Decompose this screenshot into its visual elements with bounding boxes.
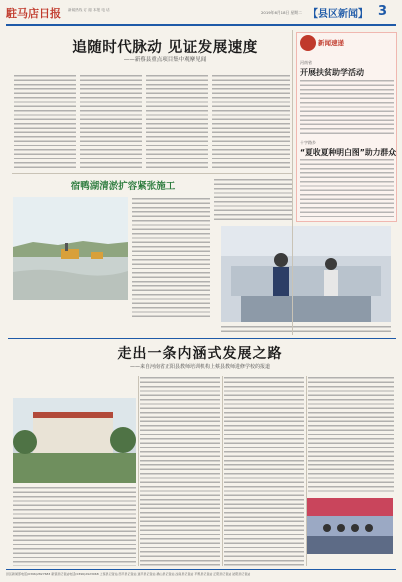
- article3-headline: 走出一条内涵式发展之路: [117, 346, 283, 362]
- police-photo-drawing: [221, 226, 391, 322]
- body-text-block: [14, 74, 76, 170]
- column-rule: [292, 30, 293, 335]
- article3-subhead: ——来自河南省正阳县教师培训机构上蔡县教师进修学校的报道: [129, 364, 270, 370]
- news-badge-icon: [300, 35, 316, 51]
- brief1-title: 开展扶贫助学活动: [300, 68, 364, 77]
- body-text-block: [80, 74, 142, 170]
- lake-dredging-photo: [13, 197, 128, 300]
- school-photo-drawing: [13, 398, 136, 483]
- section-name: 【县区新闻】: [308, 9, 368, 20]
- page-number: 3: [378, 4, 388, 19]
- issue-date: 2019年6月18日 星期二: [261, 10, 302, 15]
- lake-photo-drawing: [13, 197, 128, 300]
- photo-caption: [221, 325, 391, 335]
- school-building-photo: [13, 398, 136, 483]
- column-rule: [222, 376, 223, 566]
- body-text-block: [300, 79, 394, 135]
- body-text-block: [308, 376, 394, 494]
- brief2-place: 十字路乡: [300, 140, 316, 145]
- page-footer: 县区新闻部电话(0396)2827683 新蔡县记者站电话(0396)2923068 上蔡县记者站 西平县记者站 遂平县记者站 确山县记者站 汝南县记者站 平舆县记者站 正阳县记者站 泌阳县记者站: [6, 569, 396, 576]
- body-text-block: [300, 158, 394, 218]
- column-rule: [138, 376, 139, 566]
- body-text-block: [224, 376, 304, 566]
- panel-heading: 新闻速递: [318, 39, 344, 47]
- article2-headline: 宿鸭湖清淤扩容紧张施工: [70, 181, 176, 192]
- masthead-meta: 新闻热线 订 阅 本报 电 话: [68, 8, 110, 12]
- article1-headline: 追随时代脉动 见证发展速度: [72, 40, 258, 56]
- body-text-block: [214, 178, 292, 222]
- newspaper-logo: 駐马店日报: [6, 7, 61, 20]
- body-text-block: [132, 197, 210, 317]
- article1-subhead: ——新蔡县重点项目集中观摩见闻: [123, 57, 207, 63]
- column-rule: [306, 376, 307, 566]
- body-text-block: [146, 74, 208, 170]
- divider: [8, 338, 396, 339]
- training-photo-drawing: [307, 498, 393, 554]
- body-text-block: [140, 376, 220, 566]
- brief2-title: “夏收夏种明白图”助力群众: [300, 148, 397, 157]
- divider: [12, 173, 292, 174]
- masthead: [6, 4, 396, 26]
- police-service-photo: [221, 226, 391, 322]
- brief1-place: 河南省: [300, 60, 312, 65]
- body-text-block: [13, 486, 136, 566]
- training-session-photo: [307, 498, 393, 554]
- body-text-block: [212, 74, 290, 170]
